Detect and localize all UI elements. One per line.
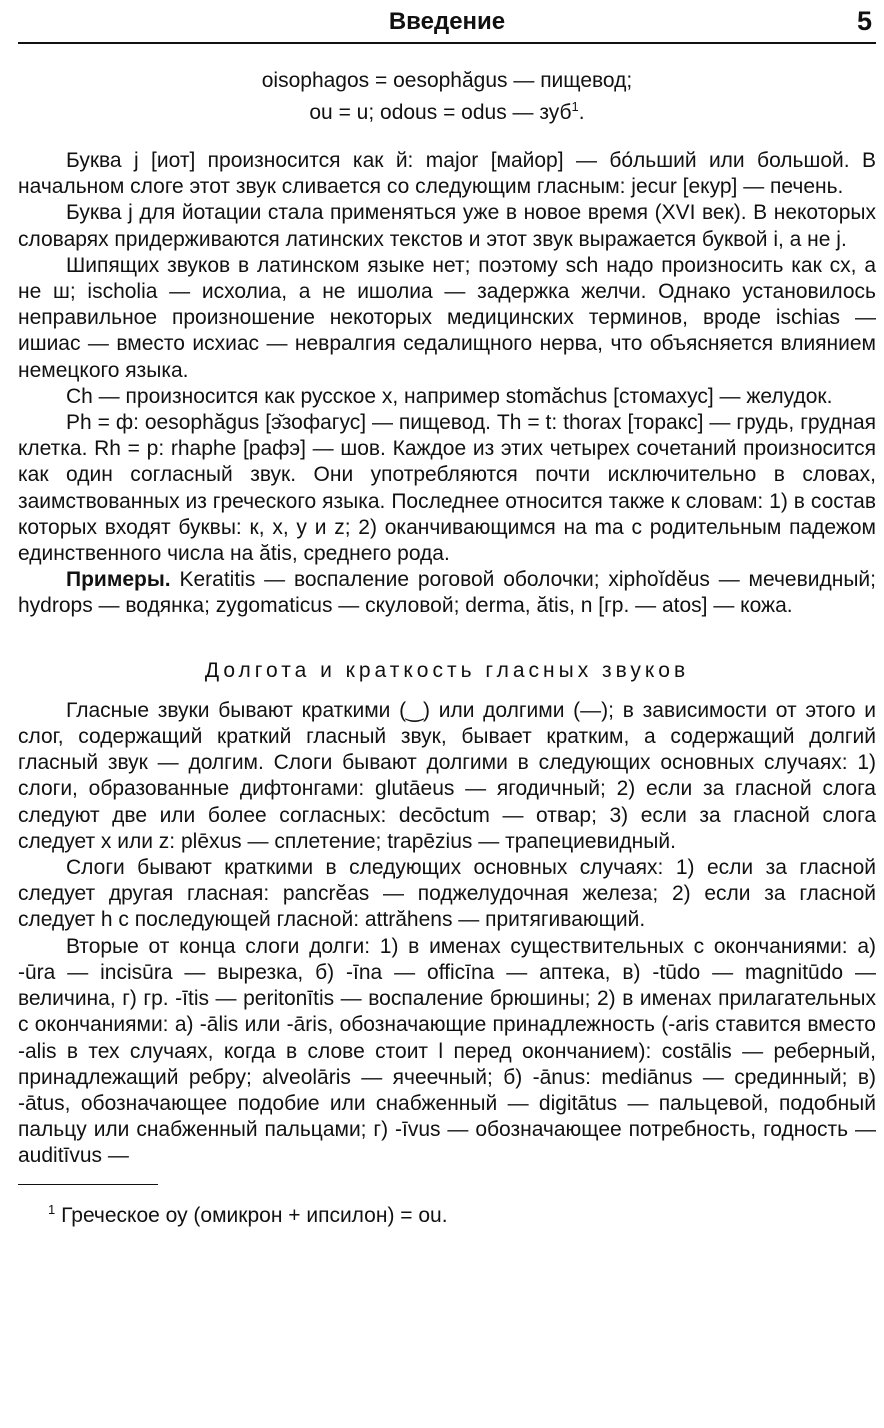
footnote: $^1$ Греческое оу (омикрон + ипсилон) = ou. [48, 1201, 448, 1227]
section-heading: Долгота и краткость гласных звуков [204, 658, 690, 682]
paragraph: Буква j [иот] произносится как й: major [майор] — бо́льший или большой. В начальном слоге этот звук сливается со следующим гласным: jecur [екур] — печень. [18, 149, 876, 199]
footnote-rule [18, 1184, 158, 1185]
footnote-reference: 1 [571, 99, 579, 114]
footnote-mark: 1 [48, 1201, 56, 1217]
paragraph: Ph = ф: oesophăgus [э̆зофагус] — пищевод. Th = t: thorax [торакс] — грудь, грудная клетка. Rh = р: rhaphe [рафэ] — шов. Каждое из этих четырех сочетаний произносится как один согласный звук. Они употребляются почти исключительно в словах, заимствованных из греческого языка. Последнее относится также к словам: 1) в состав которых входят буквы: к, х, у и z; 2) оканчивающимся на ma с родительным падежом единственного числа на ătis, среднего рода. [18, 411, 876, 566]
running-title: Введение [388, 8, 506, 35]
paragraph: Шипящих звуков в латинском языке нет; поэтому sch надо произносить как сх, а не ш; ischolia — исхолиа, а не ишолиа — задержка желчи. Однако установилось неправильное произношение некоторых медицинских терминов, вроде ischias — ишиас — вместо исхиас — невралгия седалищного нерва, что объясняется влиянием немецкого языка. [18, 253, 876, 382]
body-text [18, 148, 876, 1170]
formula-block [18, 68, 876, 126]
examples-paragraph: Примеры. Keratitis — воспаление роговой оболочки; xiphoĭdĕus — мечевидный; hydrops — водянка; zygomaticus — скуловой; derma, ătis, n [гр. — atos] — кожа. [18, 568, 876, 618]
formula-line: ou = u; odous = odus — зуб$^1$. [309, 99, 585, 124]
page-number: 5 [856, 6, 872, 36]
book-page [18, 0, 876, 1229]
paragraph: Вторые от конца слоги долги: 1) в именах существительных с окончаниями: а) -ūra — incisūra — вырезка, б) -īna — officīna — аптека, в) -tūdo — magnitūdo — величина, г) гр. -ītis — peritonītis — воспаление брюшины; 2) в именах прилагательных с окончаниями: а) -ālis или -āris, обозначающие принадлежность (-aris ставится вместо -alis в тех случаях, когда в слове стоит l перед окончанием): costālis — реберный, принадлежащий ребру; alveolāris — ячеечный; б) -ānus: mediānus — срединный; в) -ātus, обозначающее подобие или снабженный — digitātus — пальцевой, подобный пальцу или снабженный пальцами; г) -īvus — обозначающее потребность, годность — auditīvus — [18, 934, 876, 1168]
paragraph: Ch — произносится как русское х, например stomăchus [стомахус] — желудок. [66, 384, 833, 408]
examples-label: Примеры. [66, 568, 171, 592]
page-header [18, 0, 876, 42]
paragraph: Гласные звуки бывают краткими (‿) или долгими (—); в зависимости от этого и слог, содержащий краткий гласный звук, бывает кратким, а содержащий долгий гласный звук — долгим. Слоги бывают долгими в следующих основных случаях: 1) слоги, образованные дифтонгами: glutāeus — ягодичный; 2) если за гласной слога следуют две или более согласных: decōctum — отвар; 3) если за гласной слога следует х или z: plēxus — сплетение; trapēzius — трапециевидный. [18, 698, 876, 853]
formula-line: oisophagos = oesophăgus — пищевод; [261, 69, 633, 92]
paragraph: Слоги бывают краткими в следующих основных случаях: 1) если за гласной следует другая гласная: pancrĕas — поджелудочная железа; 2) если за гласной следует h с последующей гласной: attrăhens — притягивающий. [18, 856, 876, 932]
header-rule [18, 42, 876, 44]
paragraph: Буква j для йотации стала применяться уже в новое время (XVI век). В некоторых словарях придерживаются латинских текстов и этот звук выражается буквой i, а не j. [18, 201, 876, 251]
